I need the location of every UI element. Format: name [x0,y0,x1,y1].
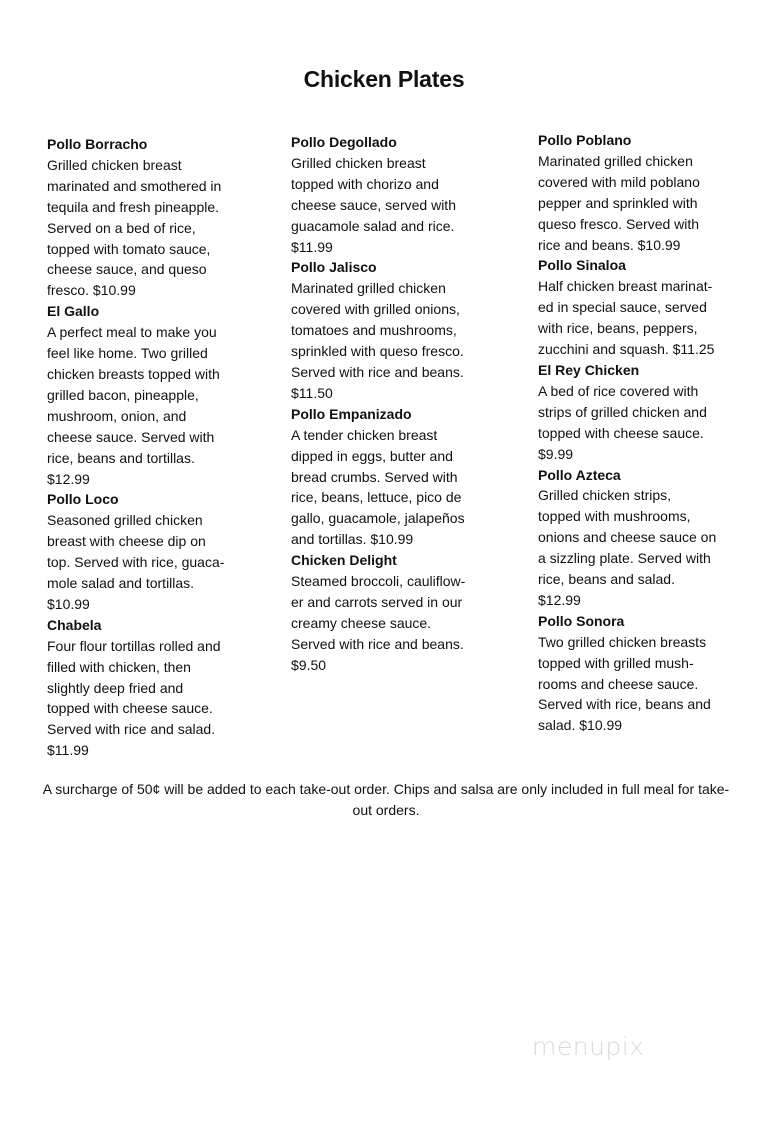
menu-item-description: A tender chicken breast dipped in eggs, butter and bread crumbs. Served with rice, beans, lettuce, pico de gallo, guacamole, jalapeños and tortillas. $10.99 [291,426,465,548]
menu-column-right [538,130,733,736]
menu-item-description: Marinated grilled chicken covered with grilled onions, tomatoes and mushrooms, sprinkled with queso fresco. Served with rice and beans. $11.50 [291,280,464,401]
menu-item-description: Steamed broccoli, cauliflow- er and carrots served in our creamy cheese sauce. Served with rice and beans. $9.50 [291,573,466,673]
menu-item-name: Pollo Borracho [47,136,148,152]
menu-item-description: Grilled chicken breast marinated and smothered in tequila and fresh pineapple. Served on a bed of rice, topped with tomato sauce, cheese sauce, and queso fresco. $10.99 [47,156,222,299]
menu-item-description: Marinated grilled chicken covered with mild poblano pepper and sprinkled with queso fresco. Served with rice and beans. $10.99 [538,152,700,253]
menu-item-description: Four flour tortillas rolled and filled with chicken, then slightly deep fried and topped with cheese sauce. Served with rice and salad. $11.99 [47,637,221,759]
menu-item-description: Seasoned grilled chicken breast with cheese dip on top. Served with rice, guaca- mole salad and tortillas. $10.99 [47,512,225,612]
takeout-surcharge-note: A surcharge of 50¢ will be added to each take-out order. Chips and salsa are only included in full meal for take-out orders. [42,781,730,818]
menu-item-name: Pollo Empanizado [291,405,412,422]
menu-item-name: Pollo Azteca [538,466,621,483]
menu-item-name: Chabela [47,616,102,633]
menu-item-name: Chicken Delight [291,552,397,569]
menu-item-description: Grilled chicken strips, topped with mushrooms, onions and cheese sauce on a sizzling plate. Served with rice, beans and salad. $12.99 [538,487,717,608]
page-title: Chicken Plates [303,66,465,92]
menu-column-left [47,134,242,761]
menu-item-name: Pollo Degollado [291,134,397,150]
menu-item-name: Pollo Poblano [538,132,632,148]
menu-item-name: Pollo Sinaloa [538,257,626,274]
menu-column-middle [291,132,486,676]
menu-item-description: Half chicken breast marinat- ed in special sauce, served with rice, beans, peppers, zucchini and squash. $11.25 [538,278,715,358]
menu-item-description: Two grilled chicken breasts topped with grilled mush- rooms and cheese sauce. Served with rice, beans and salad. $10.99 [538,633,711,734]
menu-item-description: A perfect meal to make you feel like home. Two grilled chicken breasts topped with grilled bacon, pineapple, mushroom, onion, and cheese sauce. Served with rice, beans and tortillas. $12.99 [47,324,220,487]
menu-item-name: El Rey Chicken [538,361,640,378]
menu-item-description: Grilled chicken breast topped with chorizo and cheese sauce, served with guacamole salad and rice. $11.99 [291,154,456,255]
menu-item-name: Pollo Sonora [538,612,625,629]
menu-item-description: A bed of rice covered with strips of grilled chicken and topped with cheese sauce. $9.99 [538,382,707,462]
menu-item-name: Pollo Jalisco [291,259,377,276]
menu-item-name: Pollo Loco [47,491,119,508]
menupix-watermark: menupix [532,1032,645,1061]
menu-item-name: El Gallo [47,303,100,320]
